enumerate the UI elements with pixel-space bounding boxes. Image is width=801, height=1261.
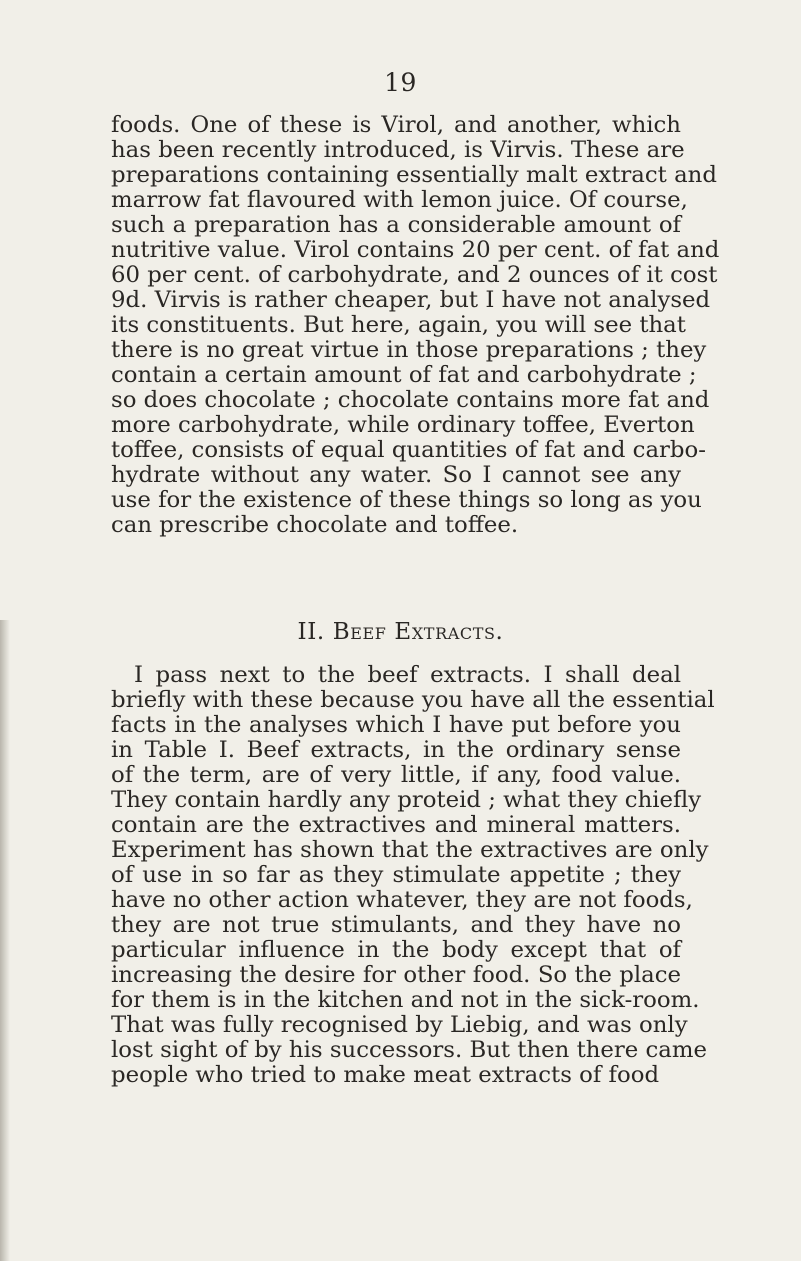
text-line: toffee, consists of equal quantities of fat and carbo- <box>111 437 706 463</box>
text-line: of use in so far as they stimulate appetite ; they <box>111 862 681 888</box>
text-line: increasing the desire for other food. So the place <box>111 962 681 988</box>
text-line: contain are the extractives and mineral matters. <box>111 812 681 838</box>
text-line: use for the existence of these things so long as you <box>111 487 702 513</box>
text-line: foods. One of these is Virol, and another, which <box>111 112 681 138</box>
section-title: Beef Extracts. <box>332 619 504 645</box>
text-line: its constituents. But here, again, you will see that <box>111 312 686 338</box>
paragraph-1 <box>111 112 720 538</box>
text-line: lost sight of by his successors. But then there came <box>111 1037 708 1063</box>
text-line: have no other action whatever, they are not foods, <box>111 887 693 913</box>
text-line: particular influence in the body except that of <box>111 937 681 963</box>
page-number: 19 <box>384 68 417 97</box>
text-line: can prescribe chocolate and toffee. <box>111 512 519 538</box>
paragraph-2 <box>111 662 715 1088</box>
text-line: of the term, are of very little, if any, food value. <box>111 762 681 788</box>
text-line: contain a certain amount of fat and carbohydrate ; <box>111 362 697 388</box>
text-line: in Table I. Beef extracts, in the ordinary sense <box>111 737 681 763</box>
text-line: such a preparation has a considerable amount of <box>111 212 681 238</box>
text-line: 9d. Virvis is rather cheaper, but I have not analysed <box>111 287 711 313</box>
text-line: for them is in the kitchen and not in the sick-room. <box>111 987 700 1013</box>
text-line: I pass next to the beef extracts. I shall deal <box>134 662 681 688</box>
text-line: has been recently introduced, is Virvis. These are <box>111 137 685 163</box>
text-line: 60 per cent. of carbohydrate, and 2 ounces of it cost <box>111 262 718 288</box>
text-line: more carbohydrate, while ordinary toffee, Everton <box>111 412 695 438</box>
section-heading <box>0 619 801 645</box>
text-line: people who tried to make meat extracts of food <box>111 1062 660 1088</box>
binding-shadow <box>0 620 10 1261</box>
text-line: hydrate without any water. So I cannot see any <box>111 462 681 488</box>
text-line: so does chocolate ; chocolate contains more fat and <box>111 387 710 413</box>
text-line: They contain hardly any proteid ; what they chiefly <box>111 787 702 813</box>
text-line: preparations containing essentially malt extract and <box>111 162 717 188</box>
text-line: Experiment has shown that the extractives are only <box>111 837 709 863</box>
text-line: nutritive value. Virol contains 20 per cent. of fat and <box>111 237 720 263</box>
text-line: That was fully recognised by Liebig, and was only <box>111 1012 688 1038</box>
text-line: there is no great virtue in those preparations ; they <box>111 337 707 363</box>
text-line: briefly with these because you have all the essential <box>111 687 715 713</box>
text-line: marrow fat flavoured with lemon juice. Of course, <box>111 187 688 213</box>
text-line: they are not true stimulants, and they have no <box>111 912 681 938</box>
section-number: II. <box>297 619 325 645</box>
text-line: facts in the analyses which I have put before you <box>111 712 681 738</box>
